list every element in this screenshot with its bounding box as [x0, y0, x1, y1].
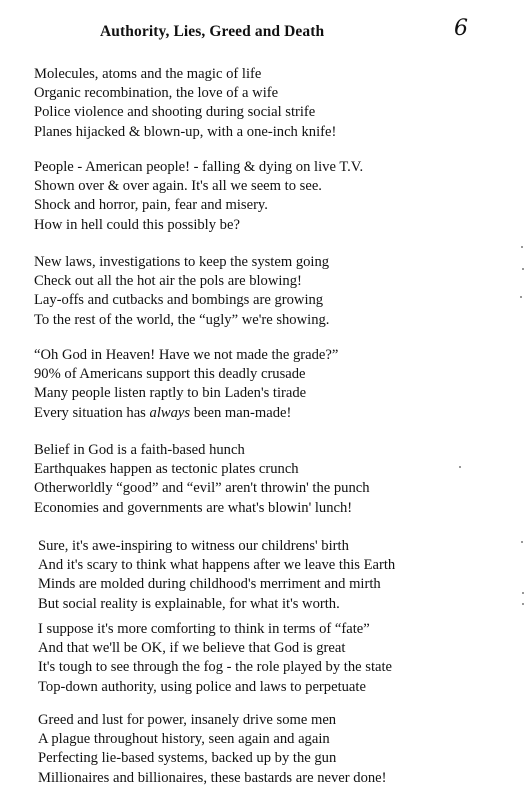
poem-line: 90% of Americans support this deadly crusade — [34, 366, 306, 383]
poem-line: How in hell could this possibly be? — [34, 216, 240, 233]
poem-line: Shock and horror, pain, fear and misery. — [34, 197, 268, 214]
poem-line: A plague throughout history, seen again and again — [38, 731, 330, 748]
stanza-3 — [34, 253, 329, 330]
scan-speck — [522, 268, 524, 270]
poem-line: And it's scary to think what happens after we leave this Earth — [38, 557, 396, 574]
scan-speck — [522, 603, 524, 605]
page-number: 6 — [454, 16, 468, 41]
poem-line: Police violence and shooting during social strife — [34, 104, 316, 121]
poem-title: Authority, Lies, Greed and Death — [100, 23, 325, 40]
poem-line: I suppose it's more comforting to think in terms of “fate” — [38, 621, 370, 637]
scan-speck — [522, 592, 524, 594]
line-text: Every situation has — [34, 404, 150, 421]
poem-line: Lay-offs and cutbacks and bombings are growing — [34, 292, 324, 309]
stanza-4 — [34, 346, 338, 423]
stanza-7 — [38, 620, 392, 697]
poem-line: New laws, investigations to keep the system going — [34, 254, 330, 270]
poem-line: Otherworldly “good” and “evil” aren't throwin' the punch — [34, 480, 370, 497]
scan-speck — [521, 246, 523, 248]
emphasized-word: always — [149, 404, 191, 421]
poem-line: Shown over & over again. It's all we seem to see. — [34, 178, 322, 195]
line-text: been man-made! — [190, 404, 292, 421]
poem-line: To the rest of the world, the “ugly” we're showing. — [34, 311, 330, 328]
scan-speck — [459, 466, 461, 468]
poem-line: Molecules, atoms and the magic of life — [34, 66, 262, 82]
poem-line: But social reality is explainable, for what it's worth. — [38, 595, 340, 612]
poem-line: Planes hijacked & blown-up, with a one-inch knife! — [34, 123, 337, 140]
poem-line: Millionaires and billionaires, these bastards are never done! — [38, 769, 387, 786]
poem-line: Perfecting lie-based systems, backed up by the gun — [38, 750, 337, 767]
poem-line: Minds are molded during childhood's merriment and mirth — [38, 576, 381, 593]
poem-line-emphasis — [34, 404, 338, 423]
poem-line: Top-down authority, using police and laws to perpetuate — [38, 678, 366, 695]
stanza-2 — [34, 158, 363, 235]
poem-line: Many people listen raptly to bin Laden's tirade — [34, 385, 307, 402]
poem-line: And that we'll be OK, if we believe that God is great — [38, 640, 346, 657]
poem-line: It's tough to see through the fog - the role played by the state — [38, 659, 393, 676]
poem-line: Earthquakes happen as tectonic plates crunch — [34, 461, 299, 478]
scan-speck — [520, 296, 522, 298]
stanza-5 — [34, 441, 370, 518]
stanza-6 — [38, 537, 395, 614]
poem-line: People - American people! - falling & dying on live T.V. — [34, 159, 364, 175]
poem-line: Organic recombination, the love of a wife — [34, 85, 279, 102]
stanza-8 — [38, 711, 387, 788]
poem-line: Sure, it's awe-inspiring to witness our childrens' birth — [38, 538, 349, 554]
poem-line: Greed and lust for power, insanely drive some men — [38, 712, 337, 728]
poem-line: Belief in God is a faith-based hunch — [34, 442, 245, 458]
poem-line: Economies and governments are what's blowin' lunch! — [34, 499, 353, 516]
poem-line: Check out all the hot air the pols are blowing! — [34, 273, 302, 290]
scan-speck — [521, 541, 523, 543]
poem-line: “Oh God in Heaven! Have we not made the grade?” — [34, 347, 339, 363]
stanza-1 — [34, 65, 336, 142]
